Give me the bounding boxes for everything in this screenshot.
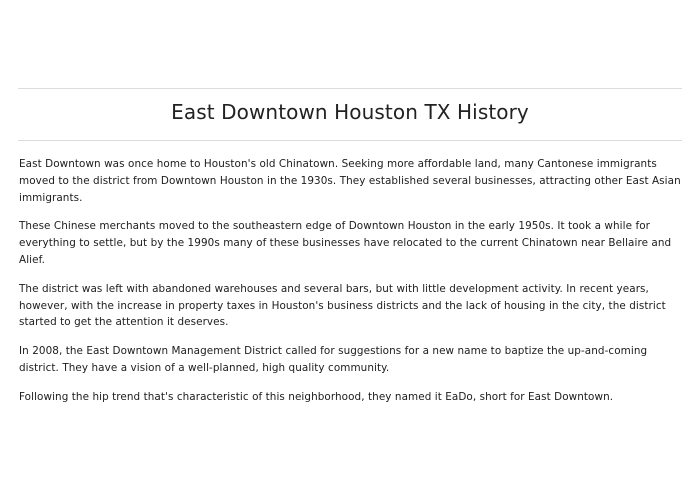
header-top-divider: [18, 88, 682, 89]
paragraph: In 2008, the East Downtown Management District called for suggestions for a new name to baptize the up-and-coming district. They have a vision of a well-planned, high quality community.: [19, 345, 648, 374]
header-bottom-divider: [18, 140, 682, 141]
paragraph: East Downtown was once home to Houston's old Chinatown. Seeking more affordable land, many Cantonese immigrants moved to the district from Downtown Houston in the 1930s. They established several businesses, attracting other East Asian immigrants.: [19, 158, 681, 204]
paragraph: The district was left with abandoned warehouses and several bars, but with little development activity. In recent years, however, with the increase in property taxes in Houston's business districts and the lack of housing in the city, the district started to get the attention it deserves.: [19, 282, 666, 329]
page-title: East Downtown Houston TX History: [171, 100, 529, 124]
article-body: [19, 156, 683, 418]
paragraph: Following the hip trend that's characteristic of this neighborhood, they named it EaDo, short for East Downtown.: [19, 390, 614, 403]
paragraph: These Chinese merchants moved to the southeastern edge of Downtown Houston in the early 1950s. It took a while for everything to settle, but by the 1990s many of these businesses have relocated to the current Chinatown near Bellaire and Alief.: [19, 220, 672, 266]
